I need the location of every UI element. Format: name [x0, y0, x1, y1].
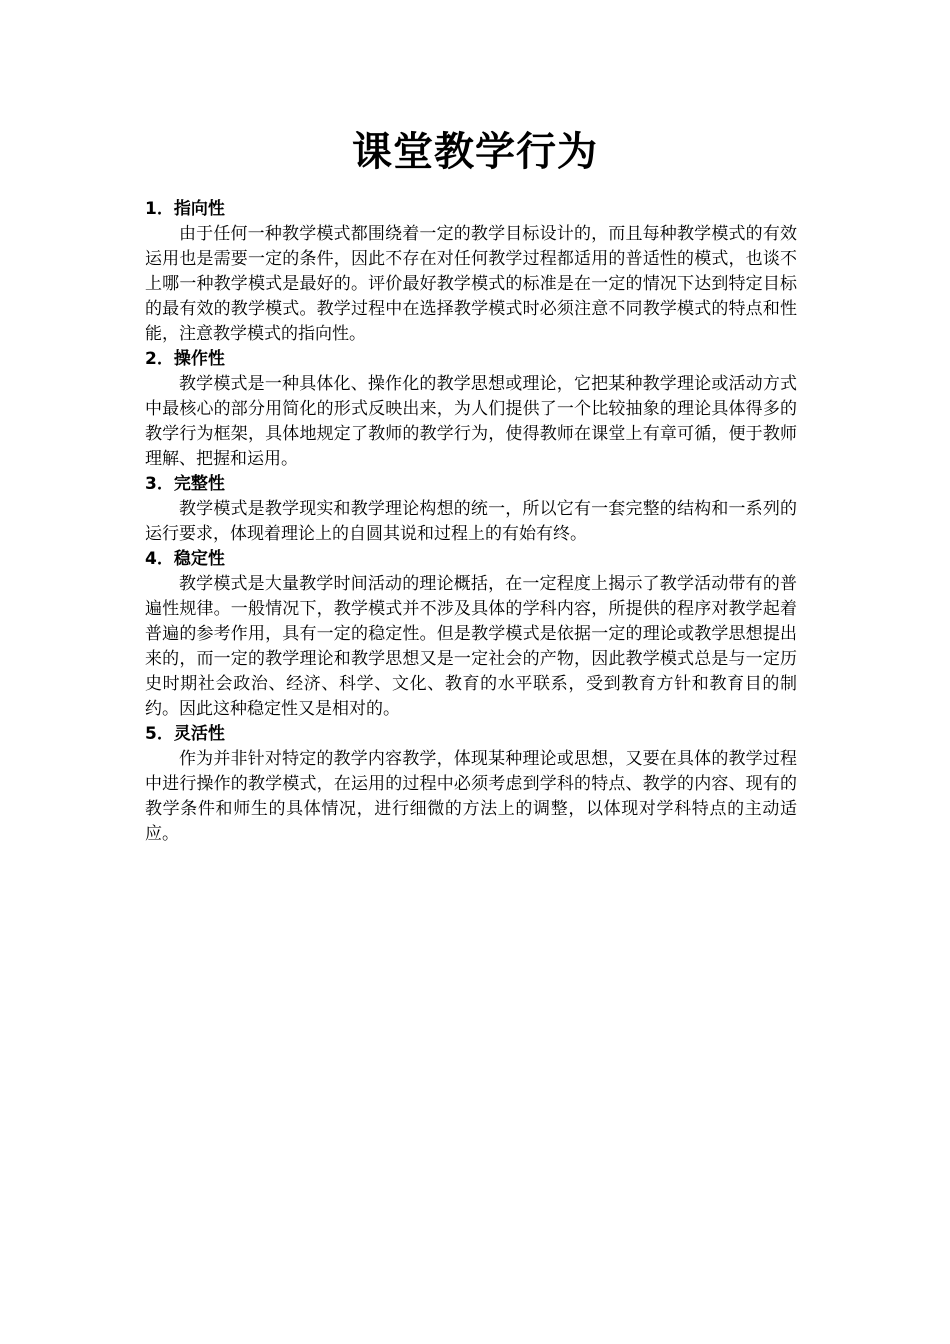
section-paragraph: 作为并非针对特定的教学内容教学，体现某种理论或思想，又要在具体的教学过程中进行操作的教学模式，在运用的过程中必须考虑到学科的特点、教学的内容、现有的教学条件和师生的具体情况，进行细微的方法上的调整，以体现对学科特点的主动适应。 [145, 749, 797, 844]
section-stability [145, 547, 797, 722]
page-title: 课堂教学行为 [352, 128, 598, 175]
section-heading: 1．指向性 [145, 199, 225, 219]
section-flexibility [145, 722, 797, 847]
section-heading: 3．完整性 [145, 474, 225, 494]
section-paragraph: 教学模式是大量教学时间活动的理论概括，在一定程度上揭示了教学活动带有的普遍性规律。一般情况下，教学模式并不涉及具体的学科内容，所提供的程序对教学起着普遍的参考作用，具有一定的稳定性。但是教学模式是依据一定的理论或教学思想提出来的，而一定的教学理论和教学思想又是一定社会的产物，因此教学模式总是与一定历史时期社会政治、经济、科学、文化、教育的水平联系，受到教育方针和教育目的制约。因此这种稳定性又是相对的。 [145, 574, 797, 719]
section-paragraph: 由于任何一种教学模式都围绕着一定的教学目标设计的，而且每种教学模式的有效运用也是需要一定的条件，因此不存在对任何教学过程都适用的普适性的模式，也谈不上哪一种教学模式是最好的。评价最好教学模式的标准是在一定的情况下达到特定目标的最有效的教学模式。教学过程中在选择教学模式时必须注意不同教学模式的特点和性能，注意教学模式的指向性。 [145, 224, 797, 344]
section-heading: 2．操作性 [145, 349, 225, 369]
section-directivity [145, 197, 797, 347]
section-completeness [145, 472, 797, 547]
section-paragraph: 教学模式是一种具体化、操作化的教学思想或理论，它把某种教学理论或活动方式中最核心的部分用简化的形式反映出来，为人们提供了一个比较抽象的理论具体得多的教学行为框架，具体地规定了教师的教学行为，使得教师在课堂上有章可循，便于教师理解、把握和运用。 [145, 374, 797, 469]
section-heading: 5．灵活性 [145, 724, 225, 744]
document-content [145, 197, 797, 847]
section-operability [145, 347, 797, 472]
section-paragraph: 教学模式是教学现实和教学理论构想的统一，所以它有一套完整的结构和一系列的运行要求，体现着理论上的自圆其说和过程上的有始有终。 [145, 499, 797, 544]
section-heading: 4．稳定性 [145, 549, 225, 569]
